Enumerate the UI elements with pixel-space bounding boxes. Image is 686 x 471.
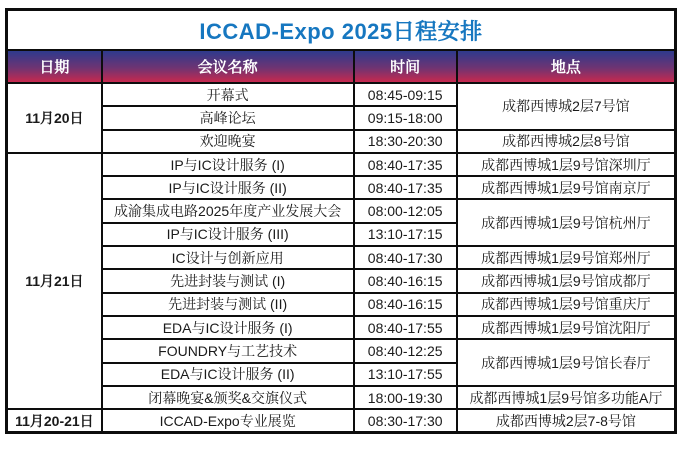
table-row bbox=[7, 386, 676, 409]
time-cell: 08:45-09:15 bbox=[354, 83, 457, 106]
location-cell: 成都西博城1层9号馆多功能A厅 bbox=[457, 386, 676, 409]
table-row bbox=[7, 153, 676, 176]
header-time: 时间 bbox=[354, 50, 457, 83]
title-row bbox=[7, 10, 676, 51]
location-cell: 成都西博城1层9号馆沈阳厅 bbox=[457, 316, 676, 339]
date-cell: 11月20-21日 bbox=[7, 409, 102, 433]
location-cell: 成都西博城2层7-8号馆 bbox=[457, 409, 676, 433]
time-cell: 13:10-17:15 bbox=[354, 223, 457, 246]
session-name-cell: 成渝集成电路2025年度产业发展大会 bbox=[102, 199, 354, 222]
session-name-cell: ICCAD-Expo专业展览 bbox=[102, 409, 354, 433]
table-row bbox=[7, 130, 676, 153]
session-name-cell: 高峰论坛 bbox=[102, 106, 354, 129]
time-cell: 18:00-19:30 bbox=[354, 386, 457, 409]
time-cell: 08:00-12:05 bbox=[354, 199, 457, 222]
table-row bbox=[7, 246, 676, 269]
session-name-cell: EDA与IC设计服务 (I) bbox=[102, 316, 354, 339]
time-cell: 08:40-17:55 bbox=[354, 316, 457, 339]
time-cell: 13:10-17:55 bbox=[354, 363, 457, 386]
session-name-cell: 先进封装与测试 (I) bbox=[102, 269, 354, 292]
session-name-cell: EDA与IC设计服务 (II) bbox=[102, 363, 354, 386]
session-name-cell: IP与IC设计服务 (I) bbox=[102, 153, 354, 176]
date-cell: 11月21日 bbox=[7, 153, 102, 409]
location-cell: 成都西博城1层9号馆长春厅 bbox=[457, 339, 676, 386]
location-cell: 成都西博城2层8号馆 bbox=[457, 130, 676, 153]
session-name-cell: IP与IC设计服务 (II) bbox=[102, 176, 354, 199]
session-name-cell: IC设计与创新应用 bbox=[102, 246, 354, 269]
time-cell: 18:30-20:30 bbox=[354, 130, 457, 153]
time-cell: 09:15-18:00 bbox=[354, 106, 457, 129]
time-cell: 08:40-17:35 bbox=[354, 153, 457, 176]
table-row bbox=[7, 316, 676, 339]
page-title: ICCAD-Expo 2025日程安排 bbox=[7, 10, 676, 51]
location-cell: 成都西博城2层7号馆 bbox=[457, 83, 676, 130]
location-cell: 成都西博城1层9号馆杭州厅 bbox=[457, 199, 676, 246]
session-name-cell: 先进封装与测试 (II) bbox=[102, 293, 354, 316]
time-cell: 08:40-17:35 bbox=[354, 176, 457, 199]
session-name-cell: 欢迎晚宴 bbox=[102, 130, 354, 153]
table-row bbox=[7, 339, 676, 362]
time-cell: 08:40-16:15 bbox=[354, 293, 457, 316]
table-row bbox=[7, 409, 676, 433]
table-header-row bbox=[7, 50, 676, 83]
location-cell: 成都西博城1层9号馆郑州厅 bbox=[457, 246, 676, 269]
header-location: 地点 bbox=[457, 50, 676, 83]
session-name-cell: IP与IC设计服务 (III) bbox=[102, 223, 354, 246]
time-cell: 08:40-12:25 bbox=[354, 339, 457, 362]
location-cell: 成都西博城1层9号馆深圳厅 bbox=[457, 153, 676, 176]
session-name-cell: FOUNDRY与工艺技术 bbox=[102, 339, 354, 362]
date-cell: 11月20日 bbox=[7, 83, 102, 153]
time-cell: 08:40-17:30 bbox=[354, 246, 457, 269]
table-row bbox=[7, 83, 676, 106]
header-session-name: 会议名称 bbox=[102, 50, 354, 83]
table-row bbox=[7, 293, 676, 316]
location-cell: 成都西博城1层9号馆成都厅 bbox=[457, 269, 676, 292]
table-row bbox=[7, 269, 676, 292]
time-cell: 08:30-17:30 bbox=[354, 409, 457, 433]
schedule-table bbox=[5, 8, 677, 434]
time-cell: 08:40-16:15 bbox=[354, 269, 457, 292]
table-row bbox=[7, 199, 676, 222]
session-name-cell: 闭幕晚宴&颁奖&交旗仪式 bbox=[102, 386, 354, 409]
location-cell: 成都西博城1层9号馆南京厅 bbox=[457, 176, 676, 199]
location-cell: 成都西博城1层9号馆重庆厅 bbox=[457, 293, 676, 316]
table-row bbox=[7, 176, 676, 199]
header-date: 日期 bbox=[7, 50, 102, 83]
session-name-cell: 开幕式 bbox=[102, 83, 354, 106]
